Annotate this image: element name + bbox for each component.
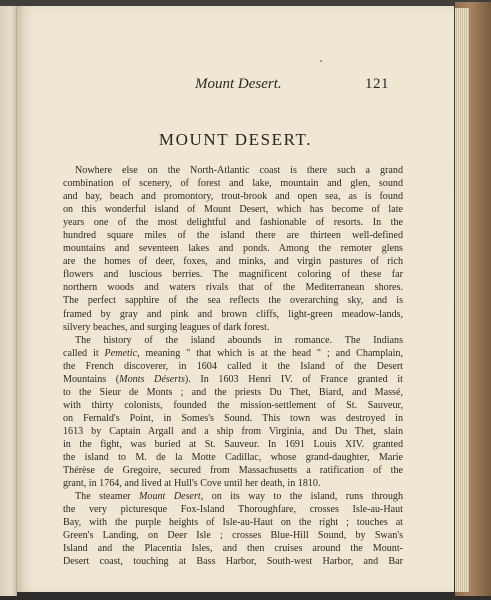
paragraph-3 [63, 490, 403, 568]
text-line: to the Sieur de Monts ; and the priests Du Thet, Biard, and Massé, [63, 386, 403, 398]
text-line: in the fight, was buried at St. Sauveur. In 1691 Louis XIV. granted [63, 438, 403, 450]
chapter-title: MOUNT DESERT. [158, 130, 313, 149]
text-line: the French discoverer, in 1604 called it the Island of the Desert [63, 360, 403, 372]
text-line: years one of the most delightful and fashionable of resorts. In the [63, 217, 403, 229]
text-line: Nowhere else on the North-Atlantic coast is there such a grand [75, 165, 403, 176]
text-line: Green's Landing, on Deer Isle ; crosses Blue-Hill Sound, by Swan's [63, 530, 403, 542]
text-line: The history of the island abounds in romance. The Indians [75, 334, 403, 346]
text-line: silvery beaches, and surging leagues of dark forest. [63, 321, 270, 333]
text-line: combination of scenery, of forest and lake, mountain and glen, sound [63, 178, 403, 190]
paragraph-2 [63, 334, 403, 491]
text-line: mountains and seventeen lakes and ponds. Among the remoter glens [63, 243, 403, 255]
facing-page-edge [0, 6, 17, 596]
text-line: on Fernald's Point, in Somes's Sound. This town was destroyed in [63, 412, 403, 424]
page-number: 121 [365, 76, 389, 92]
text-line: and bay, beach and promontory, trout-brook and open sea, as is found [63, 191, 403, 203]
text-line: on this wonderful island of Mount Desert, which has become of late [63, 204, 403, 216]
text-line: hundred square miles of the island there are thirteen well-defined [63, 230, 403, 242]
text-line: flowers and luscious berries. The magnificent coloring of these far [63, 269, 403, 281]
text-line: The steamer Mount Desert, on its way to the island, runs through [75, 491, 403, 503]
book-page [17, 6, 454, 592]
text-line: the very picturesque Fox-Island Thoroughfare, crosses Isle-au-Haut [63, 504, 403, 516]
body-text [63, 164, 403, 568]
text-line: Island and the Placentia Isles, and then cruises around the Mount- [63, 543, 403, 555]
text-line: the island to M. de la Motte Cadillac, whose grand-daughter, Marie [63, 452, 403, 464]
running-head-title: Mount Desert. [195, 76, 282, 92]
text-line: Bay, with the purple heights of Isle-au-Haut on the right ; touches at [63, 517, 403, 529]
text-line: with thirty colonists, founded the mission-settlement of St. Sauveur, [63, 399, 403, 411]
text-line: northern woods and waters rivals that of the Mediterranean shores. [63, 282, 403, 294]
text-line: Thérèse de Gregoire, secured from Massachusetts a ratification of the [63, 465, 403, 477]
page-edges [455, 8, 469, 592]
text-line: Mountains (Monts Déserts). In 1603 Henri IV. of France granted it [63, 373, 403, 385]
running-head [17, 76, 454, 96]
paper-speck [320, 60, 322, 62]
text-line: are the homes of deer, foxes, and minks, and virgin pastures of rich [63, 256, 403, 268]
text-line: Desert coast, touching at Bass Harbor, South-west Harbor, and Bar [63, 556, 403, 568]
text-line: grant, in 1764, and lived at Hull's Cove until her death, in 1810. [63, 478, 321, 490]
text-line: called it Pemetic, meaning " that which is at the head " ; and Champlain, [63, 347, 403, 359]
text-line: The perfect sapphire of the sea reflects the overarching sky, and is [63, 295, 403, 307]
text-line: framed by gray and pink and brown cliffs, light-green meadow-lands, [63, 308, 403, 320]
paragraph-1 [63, 164, 403, 334]
text-line: 1613 by Captain Argall and a ship from Virginia, and Du Thet, slain [63, 425, 403, 437]
